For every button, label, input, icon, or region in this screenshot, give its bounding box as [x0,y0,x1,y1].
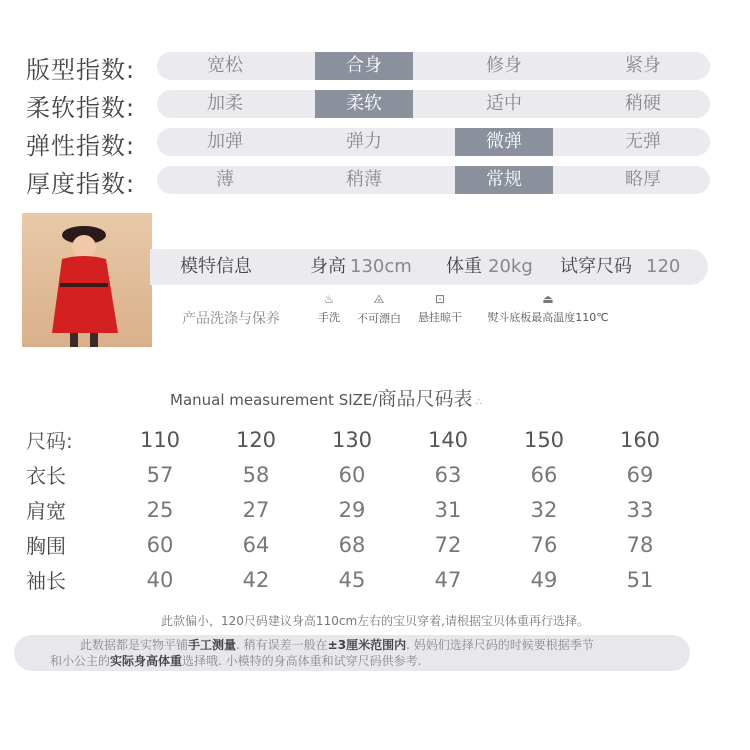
index-option: 适中 [486,93,522,114]
index-option-selected: 柔软 [315,90,413,118]
index-option-selected: 微弹 [455,128,553,156]
index-label: 厚度指数: [26,170,136,198]
index-option-selected: 合身 [315,52,413,80]
cell: 27 [242,497,270,522]
index-scale [157,90,710,118]
cell: 42 [242,567,270,592]
row-label: 肩宽 [26,499,66,523]
index-row [0,90,750,120]
row-label: 胸围 [26,534,66,558]
cell: 40 [146,567,174,592]
size-note: 此款偏小，120尺码建议身高110cm左右的宝贝穿着,请根据宝贝体重再行选择。 [161,614,589,628]
cell: 32 [530,497,558,522]
index-scale [157,166,710,194]
height-value: 130cm [350,256,412,277]
model-info-title: 模特信息 [180,256,252,277]
cell: 63 [434,462,462,487]
size-table-title: Manual measurement SIZE/商品尺码表 ∴ [170,388,483,410]
cell: 47 [434,567,462,592]
index-option: 紧身 [625,55,661,76]
cell: 76 [530,532,558,557]
cell: 64 [242,532,270,557]
index-option: 无弹 [625,131,661,152]
cell: 31 [434,497,462,522]
cell: 29 [338,497,366,522]
no-bleach-icon: ⨻ [373,292,385,306]
cell: 130 [331,427,373,452]
cell: 51 [626,567,654,592]
iron-icon: ⏏ [542,292,554,306]
index-option-selected: 常规 [455,166,553,194]
table-row [26,492,688,527]
row-label: 尺码: [26,429,73,453]
index-option: 宽松 [207,55,243,76]
measurement-disclaimer: 此数据都是实物平铺手工测量. 稍有误差一般在±3厘米范围内. 妈妈们选择尺码的时候要根据季节 和小公主的实际身高体重选择哦. 小模特的身高体重和试穿尺码供参考. [14,635,690,671]
index-option: 稍硬 [625,93,661,114]
row-label: 衣长 [26,464,66,488]
index-row [0,166,750,196]
hand-wash-icon: ♨ [323,292,335,306]
size-label: 试穿尺码 [560,256,632,277]
cell: 78 [626,532,654,557]
index-label: 柔软指数: [26,94,136,122]
cell: 33 [626,497,654,522]
cell: 58 [242,462,270,487]
cell: 45 [338,567,366,592]
hang-dry-icon: ⊡ [434,292,446,306]
care-title: 产品洗涤与保养 [182,311,280,327]
index-option: 弹力 [346,131,382,152]
table-row [26,457,688,492]
care-hand-wash: ♨ 手洗 [306,292,352,325]
table-row [26,527,688,562]
care-iron: ⏏ 熨斗底板最高温度110℃ [478,292,618,325]
cell: 68 [338,532,366,557]
index-row [0,52,750,82]
index-label: 弹性指数: [26,132,136,160]
cell: 57 [146,462,174,487]
cell: 60 [338,462,366,487]
height-label: 身高 [310,256,346,277]
cell: 110 [139,427,181,452]
cell: 72 [434,532,462,557]
row-label: 袖长 [26,569,66,593]
size-value: 120 [646,256,681,277]
index-scale [157,128,710,156]
index-option: 略厚 [625,169,661,190]
care-no-bleach: ⨻ 不可漂白 [352,292,406,326]
cell: 49 [530,567,558,592]
care-hang-dry: ⊡ 悬挂晾干 [412,292,468,325]
header-row [26,422,688,457]
weight-label: 体重 [446,256,482,277]
model-photo [22,213,152,347]
weight-value: 20kg [488,256,533,277]
cell: 140 [427,427,469,452]
cell: 150 [523,427,565,452]
index-label: 版型指数: [26,56,136,84]
index-option: 修身 [486,55,522,76]
table-row [26,562,688,597]
index-option: 薄 [216,169,234,190]
model-info-bar [150,249,708,285]
size-table [26,422,688,597]
index-option: 稍薄 [346,169,382,190]
index-option: 加弹 [207,131,243,152]
index-row [0,128,750,158]
cell: 66 [530,462,558,487]
cell: 69 [626,462,654,487]
cell: 60 [146,532,174,557]
index-option: 加柔 [207,93,243,114]
cell: 25 [146,497,174,522]
index-scale [157,52,710,80]
cell: 120 [235,427,277,452]
cell: 160 [619,427,661,452]
